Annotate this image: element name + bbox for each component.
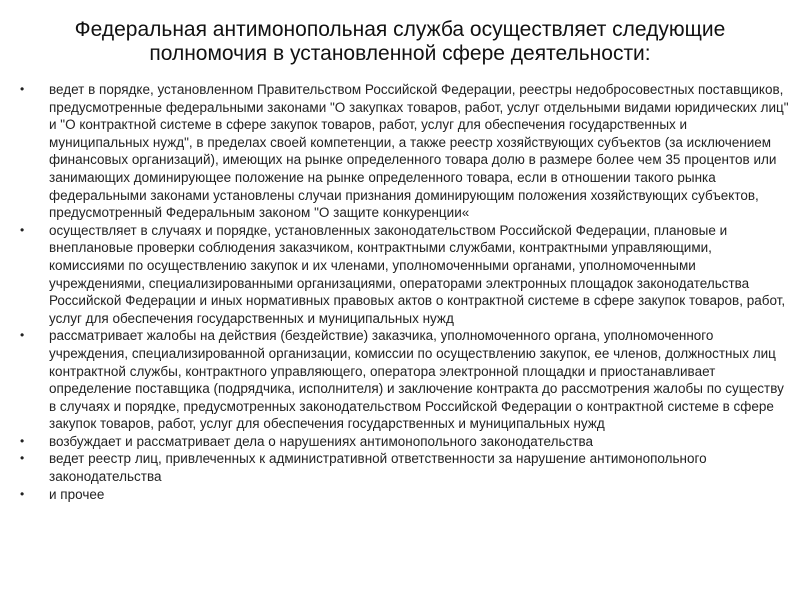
list-item (0, 327, 800, 433)
bullet-dot-icon: • (20, 433, 25, 448)
list-item-text: осуществляет в случаях и порядке, установленных законодательством Российской Федерации, плановые и внеплановые проверки соблюдения заказчиком, контрактными службами, контрактными управляющими, комиссиями по осуществлению закупок и их членами, уполномоченными органами, уполномоченными учреждениями, специализированными организациями, операторами электронных площадок законодательства Российской Федерации и иных нормативных правовых актов о контрактной системе в сфере закупок товаров, работ, услуг для обеспечения государственных и муниципальных нужд (49, 222, 786, 326)
bullet-dot-icon: • (20, 328, 25, 343)
list-item-text: возбуждает и рассматривает дела о нарушениях антимонопольного законодательства (49, 433, 593, 449)
list-item-text: рассматривает жалобы на действия (бездействие) заказчика, уполномоченного органа, уполномоченного учреждения, специализированной организации, комиссии по осуществлению закупок, ее членов, должностных лиц контрактной службы, контрактного управляющего, оператора электронной площадки и приостанавливает определение поставщика (подрядчика, исполнителя) и заключение контракта до рассмотрения жалобы по существу в случаях и порядке, предусмотренных законодательством Российской Федерации о контрактной системе в сфере закупок товаров, работ, услуг для обеспечения государственных и муниципальных нужд (49, 328, 784, 432)
list-item (0, 81, 800, 222)
list-item-text: ведет в порядке, установленном Правительством Российской Федерации, реестры недобросовестных поставщиков, предусмотренные федеральными законами "О закупках товаров, работ, услуг отдельными видами юридических лиц" и "О контрактной системе в сфере закупок товаров, работ, услуг для обеспечения государственных и муниципальных нужд", в пределах своей компетенции, а также реестр хозяйствующих субъектов (за исключением финансовых организаций), имеющих на рынке определенного товара долю в размере более чем 35 процентов или занимающих доминирующее положение на рынке определенного товара, если в отношении такого рынка федеральными законами установлены случаи признания доминирующим положения хозяйствующих субъектов, предусмотренный Федеральным законом "О защите конкуренции« (49, 82, 789, 221)
bullet-dot-icon: • (20, 222, 25, 237)
slide-title: Федеральная антимонопольная служба осуществляет следующие полномочия в установленной сфере деятельности: (74, 18, 726, 65)
list-item (0, 450, 800, 485)
list-item (0, 222, 800, 328)
bullet-list (0, 81, 800, 503)
list-item (0, 486, 800, 504)
list-item-text: и прочее (49, 486, 105, 502)
bullet-dot-icon: • (20, 486, 25, 501)
bullet-dot-icon: • (20, 82, 25, 96)
list-item (0, 433, 800, 451)
list-item-text: ведет реестр лиц, привлеченных к административной ответственности за нарушение антимонопольного законодательства (49, 451, 707, 485)
bullet-dot-icon: • (20, 451, 25, 466)
